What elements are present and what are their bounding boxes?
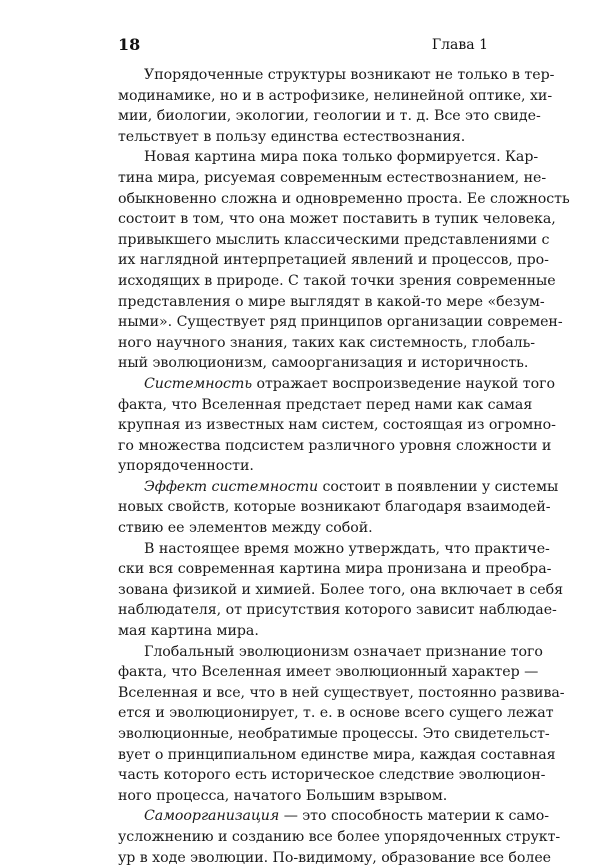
line-text: модинамике, но и в астрофизике, нелинейной оптике, хи- [118, 87, 553, 104]
text-line [118, 662, 539, 683]
text-line [118, 250, 549, 271]
line-text: ется и эволюционирует, т. е. в основе всего сущего лежат [118, 705, 554, 722]
paragraph [118, 477, 559, 539]
line-text: вует о принципиальном единстве мира, каждая составная [118, 746, 556, 763]
text-line [118, 786, 488, 807]
paragraph [118, 806, 561, 868]
line-text: ски вся современная картина мира пронизана и преобра- [118, 561, 552, 578]
line-text: отражает воспроизведение наукой того [252, 375, 555, 392]
paragraph [118, 539, 564, 642]
line-text: ур в ходе эволюции. По-видимому, образование все более [118, 849, 552, 866]
line-text: Глобальный эволюционизм означает признание того [144, 643, 543, 660]
emphasized-term: Системность [144, 375, 253, 392]
running-head [118, 34, 488, 56]
line-text: упорядоченности. [118, 458, 254, 475]
text-line [118, 395, 533, 416]
text-line [118, 580, 564, 601]
line-text: эволюционные, необратимые процессы. Это свидетельст- [118, 726, 550, 742]
line-text: Новая картина мира пока только формируется. Кар- [144, 149, 539, 166]
paragraph [118, 65, 555, 147]
text-line [118, 848, 552, 868]
line-text: — это способность материи к само- [279, 808, 549, 825]
text-line [118, 312, 563, 333]
text-line [118, 724, 550, 745]
line-text: тельствует в пользу единства естествознания. [118, 128, 466, 145]
text-line [118, 703, 554, 724]
line-text: зована физикой и химией. Более того, она включает в себя [118, 581, 564, 598]
line-text: представления о мире выглядят в какой-то мере «безум- [118, 293, 545, 310]
line-text: ный эволюционизм, самоорганизация и историчность. [118, 355, 529, 372]
line-text: факта, что Вселенная имеет эволюционный характер — [118, 664, 539, 681]
text-line [118, 374, 555, 395]
line-text: привыкшего мыслить классическими представлениями с [118, 231, 550, 248]
line-text: крупная из известных нам систем, состоящая из огромно- [118, 417, 556, 434]
line-text: исходящих в природе. С такой точки зрения современные [118, 272, 556, 289]
text-line [118, 65, 555, 86]
text-line [118, 292, 545, 313]
text-line [118, 230, 550, 251]
line-text: новых свойств, которые возникают благодаря взаимодей- [118, 499, 551, 516]
text-line [118, 353, 529, 374]
line-text: Вселенная и все, что в ней существует, постоянно развива- [118, 684, 565, 701]
text-line [118, 683, 565, 704]
line-text: обыкновенно сложна и одновременно проста. Ее сложность [118, 190, 570, 207]
text-line [118, 271, 556, 292]
text-line [118, 518, 488, 539]
paragraph [118, 374, 556, 477]
paragraph [118, 147, 570, 374]
line-text: мая картина мира. [118, 623, 259, 640]
text-line [118, 477, 559, 498]
line-text: го множества подсистем различного уровня сложности и [118, 437, 552, 454]
line-text: ного научного знания, таких как системность, глобаль- [118, 334, 536, 351]
body-text [118, 65, 570, 868]
line-text: Упорядоченные структуры возникают не только в тер- [144, 67, 555, 83]
text-line [118, 168, 547, 189]
line-text: мии, биологии, экологии, геологии и т. д. Все это свиде- [118, 108, 541, 125]
text-line [118, 147, 539, 168]
text-line [118, 559, 552, 580]
text-line [118, 333, 536, 354]
text-line [118, 600, 557, 621]
line-text: ного процесса, начатого Большим взрывом. [118, 787, 448, 804]
line-text: состоит в том, что она может поставить в тупик человека, [118, 211, 556, 228]
line-text: часть которого есть историческое следствие эволюцион- [118, 767, 546, 784]
text-line [118, 621, 488, 642]
line-text: их наглядной интерпретацией явлений и процессов, про- [118, 252, 549, 269]
text-line [118, 539, 550, 560]
line-text: тина мира, рисуемая современным естествознанием, не- [118, 169, 547, 186]
line-text: В настоящее время можно утверждать, что практиче- [144, 540, 550, 557]
page-number: 18 [118, 35, 141, 54]
text-line [118, 456, 488, 477]
text-line [118, 765, 546, 786]
text-line [118, 745, 556, 766]
text-line [118, 106, 541, 127]
line-text: наблюдателя, от присутствия которого зависит наблюдае- [118, 602, 557, 619]
line-text: состоит в появлении у системы [318, 478, 559, 495]
line-text: ными». Существует ряд принципов организации современ- [118, 314, 563, 331]
text-line [118, 209, 556, 230]
text-line [118, 642, 543, 663]
emphasized-term: Эффект системности [144, 478, 319, 495]
emphasized-term: Самоорганизация [144, 808, 280, 825]
line-text: ствию ее элементов между собой. [118, 520, 373, 537]
text-line [118, 86, 553, 107]
chapter-label: Глава 1 [431, 37, 488, 53]
line-text: факта, что Вселенная предстает перед нами как самая [118, 396, 533, 413]
text-line [118, 436, 552, 457]
text-line [118, 127, 488, 148]
text-line [118, 415, 556, 436]
line-text: усложнению и созданию все более упорядоченных структ- [118, 828, 561, 845]
text-line [118, 497, 551, 518]
text-line [118, 827, 561, 848]
paragraph [118, 642, 565, 807]
text-line [118, 189, 570, 210]
text-line [118, 806, 549, 827]
